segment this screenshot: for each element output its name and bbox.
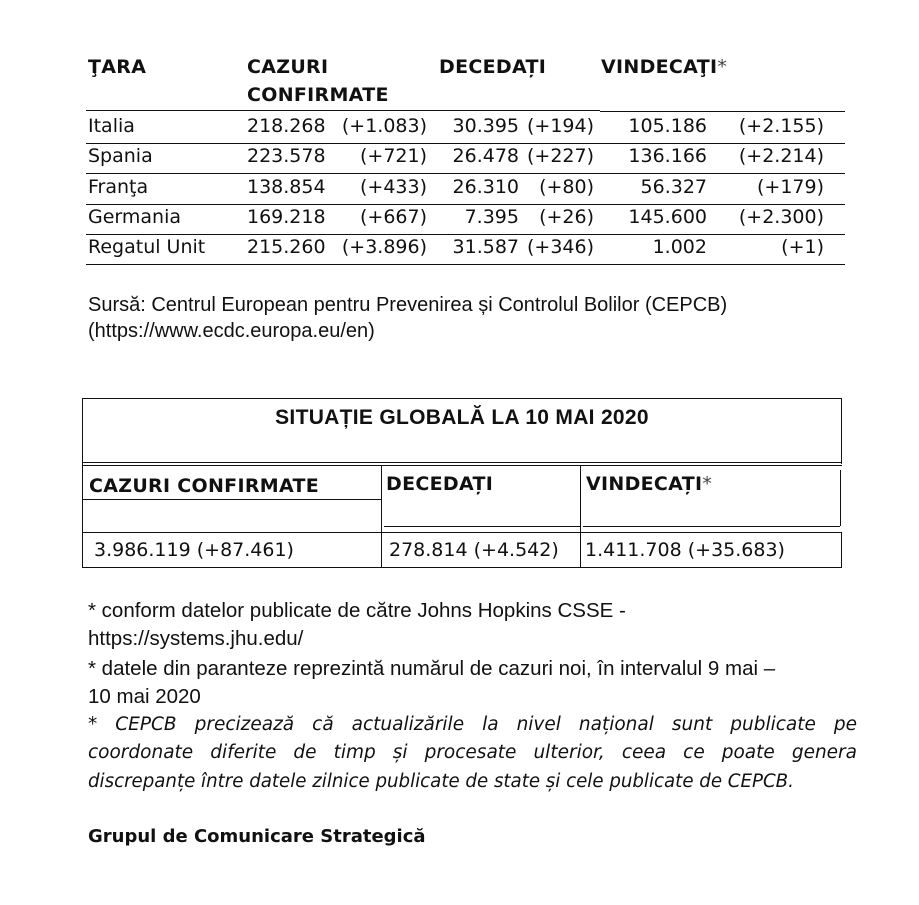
global-title: SITUAȚIE GLOBALĂ LA 10 MAI 2020 bbox=[275, 406, 649, 429]
global-header-recovered: VINDECAȚI* bbox=[586, 473, 713, 495]
note-jhu-url: https://systems.jhu.edu/ bbox=[88, 627, 304, 650]
recovered-value: 136.166 bbox=[628, 145, 707, 167]
recovered-new-value: (+179) bbox=[756, 176, 824, 198]
header-country: ŢARA bbox=[88, 56, 147, 78]
row-divider bbox=[86, 264, 845, 265]
country-name: Italia bbox=[88, 115, 135, 137]
row-divider bbox=[86, 173, 845, 174]
header-divider bbox=[86, 110, 600, 111]
confirmed-value: 138.854 bbox=[247, 176, 326, 198]
deaths-value: 30.395 bbox=[452, 115, 519, 137]
confirmed-new-value: (+667) bbox=[359, 206, 427, 228]
row-divider bbox=[86, 204, 845, 205]
global-value-recovered: 1.411.708 (+35.683) bbox=[585, 539, 785, 561]
header-confirmed-line2: CONFIRMATE bbox=[247, 84, 389, 106]
header-deaths: DECEDAȚI bbox=[439, 56, 547, 78]
deaths-value: 7.395 bbox=[464, 206, 519, 228]
deaths-value: 31.587 bbox=[452, 236, 519, 258]
country-name: Regatul Unit bbox=[88, 236, 206, 258]
deaths-new-value: (+26) bbox=[539, 206, 594, 228]
note-cepcb-line1: * CEPCB precizează că actualizările la nivel național sunt publicate pe bbox=[88, 714, 857, 735]
confirmed-value: 223.578 bbox=[247, 145, 326, 167]
country-name: Spania bbox=[88, 145, 153, 167]
signature: Grupul de Comunicare Strategică bbox=[88, 826, 426, 847]
recovered-value: 1.002 bbox=[652, 236, 707, 258]
note-cepcb-line3: discrepanțe între datele zilnice publicate de state și cele publicate de CEPCB. bbox=[88, 771, 794, 792]
country-name: Germania bbox=[88, 206, 182, 228]
deaths-value: 26.478 bbox=[452, 145, 519, 167]
global-value-confirmed: 3.986.119 (+87.461) bbox=[94, 539, 294, 561]
source-url: (https://www.ecdc.europa.eu/en) bbox=[88, 320, 375, 342]
recovered-value: 56.327 bbox=[640, 176, 707, 198]
global-header-confirmed: CAZURI CONFIRMATE bbox=[89, 475, 320, 497]
global-value-deaths: 278.814 (+4.542) bbox=[389, 539, 559, 561]
row-divider bbox=[86, 234, 845, 235]
recovered-new-value: (+1) bbox=[781, 236, 824, 258]
confirmed-value: 218.268 bbox=[247, 115, 326, 137]
note-cepcb-line2: coordonate diferite de timp și procesate ulterior, ceea ce poate genera bbox=[88, 742, 857, 763]
global-header-deaths: DECEDAȚI bbox=[386, 473, 494, 495]
confirmed-new-value: (+1.083) bbox=[341, 115, 427, 137]
recovered-new-value: (+2.155) bbox=[738, 115, 824, 137]
note-parentheses-line1: * datele din paranteze reprezintă numărul de cazuri noi, în intervalul 9 mai – bbox=[88, 657, 776, 680]
confirmed-value: 215.260 bbox=[247, 236, 326, 258]
deaths-new-value: (+346) bbox=[526, 236, 594, 258]
deaths-value: 26.310 bbox=[452, 176, 519, 198]
recovered-value: 105.186 bbox=[628, 115, 707, 137]
country-name: Franţa bbox=[88, 176, 149, 198]
header-divider bbox=[600, 111, 845, 112]
recovered-new-value: (+2.300) bbox=[738, 206, 824, 228]
deaths-new-value: (+194) bbox=[526, 115, 594, 137]
deaths-new-value: (+80) bbox=[539, 176, 594, 198]
confirmed-value: 169.218 bbox=[247, 206, 326, 228]
asterisk-mark: * bbox=[702, 473, 713, 495]
source-line: Sursă: Centrul European pentru Prevenirea și Controlul Bolilor (CEPCB) bbox=[88, 294, 728, 316]
note-parentheses-line2: 10 mai 2020 bbox=[88, 685, 201, 708]
recovered-value: 145.600 bbox=[628, 206, 707, 228]
recovered-new-value: (+2.214) bbox=[738, 145, 824, 167]
confirmed-new-value: (+3.896) bbox=[341, 236, 427, 258]
asterisk-mark: * bbox=[717, 56, 728, 78]
confirmed-new-value: (+433) bbox=[359, 176, 427, 198]
note-jhu-line1: * conform datelor publicate de către Johns Hopkins CSSE - bbox=[88, 599, 626, 622]
header-confirmed-line1: CAZURI bbox=[247, 56, 329, 78]
confirmed-new-value: (+721) bbox=[359, 145, 427, 167]
deaths-new-value: (+227) bbox=[526, 145, 594, 167]
header-recovered: VINDECAŢI* bbox=[601, 56, 728, 78]
row-divider bbox=[86, 143, 845, 144]
